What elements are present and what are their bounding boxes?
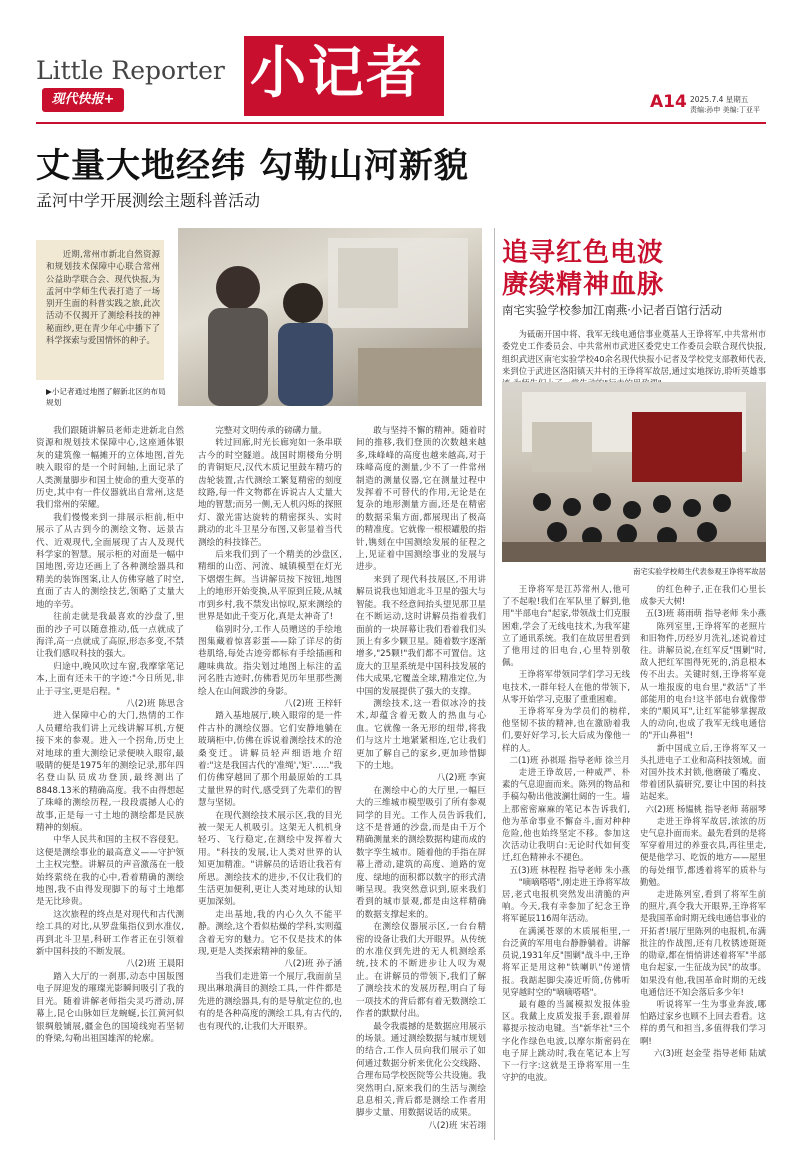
article1-column-3 (356, 425, 486, 1141)
editor-credit: 责编:孙申 美编:丁亚平 (690, 106, 760, 114)
author-byline: 八(2)班 宋若翊 (428, 1120, 486, 1131)
para: 踏入基地展厅,映入眼帘的是一件件古朴的测绘仪器。它们安静地躺在玻璃柜中,仿佛在诉说着测绘技术的沧桑变迁。讲解员轻声细语地介绍着:"这是我国古代的'准绳','矩'……"我们仿佛穿越回了那个用最原始的工具丈量世界的时代,感受到了先辈们的智慧与坚韧。 (198, 711, 342, 809)
para: 走进王诤将军故居,浓浓的历史气息扑面而来。最先看到的是将军穿着用过的养蚕衣具,再往里走,便是他学习、吃饭的地方——屋里的每处细节,都透着将军的质朴与勤勉。 (640, 815, 766, 887)
para: 转过回廊,时光长廊宛如一条串联古今的时空隧道。战国时期楼角分明的青铜矩尺,汉代木质记里鼓车精巧的齿轮装置,古代测绘工繁复精密的刻度纹路,每一件文物都在诉说古人丈量大地的智慧;而另一侧,无人机闪烁的探照灯、激光雷达旋转的精密探头、实时跳动的北斗卫星分布图,又彰显着当代测绘的科技锋芒。 (198, 438, 342, 548)
article2-column-1 (502, 583, 630, 1143)
author-byline: 二(1)班 孙祺瑶 指导老师 徐兰月 (509, 754, 630, 765)
para: 在测绘仪器展示区,一台台精密的设备让我们大开眼界。从传统的水准仪到先进的无人机测绘系统,技术的不断进步让人叹为观止。在讲解员的带领下,我们了解了测绘技术的发展历程,明白了每一项技术的背后都有着无数测绘工作者的默默付出。 (356, 922, 486, 1020)
issue-date: 2025.7.4 星期五 (690, 95, 749, 104)
residence-visit-illustration (502, 382, 766, 562)
para: 最有趣的当属模拟发报体验区。我戴上皮质发报手套,跟着屏幕提示按动电键。当"新华社"三个字化作绿色电波,以摩尔斯密码在电子屏上跳动时,我在笔记本上写下一行字:这就是王诤将军用一生守护的电波。 (502, 998, 630, 1083)
author-byline: 八(2)班 孙子涵 (284, 959, 342, 970)
article2-title-line1: 追寻红色电波 (502, 238, 665, 268)
header-title-text: 小记者 (250, 41, 424, 106)
para: 在测绘中心的大厅里,一幅巨大的三维城市模型吸引了所有参观同学的目光。工作人员告诉我们,这不是普通的沙盘,而是由千万个精确测量来的测绘数据构建而成的数字孪生城市。随着他的手指在屏幕上滑动,建筑的高度、道路的宽度、绿地的面积都以数字的形式清晰呈现。我突然意识到,原来我们看到的城市景观,都是由这样精确的数据支撑起来的。 (356, 785, 486, 920)
article2-title-line2: 赓续精神血脉 (502, 270, 665, 300)
para: 我们跟随讲解员老师走进新北自然资源和规划技术保障中心,这座通体银灰的建筑像一幅摊开的立体地图,首先映入眼帘的是一个时间轴,上面记录了人类测量脚步和国土使命的重大变革的历史,其中有一件仪器就出自常州,这是我们常州的荣耀。 (36, 426, 184, 511)
author-byline: 五(3)班 蒋雨萌 指导老师 朱小燕 (645, 608, 766, 619)
para: 王诤将军是江苏常州人,他可了不起啦!我们在军队里了解到,他用"半部电台"起家,带领战士们克服困难,学会了无线电技术,为我军建立了通讯系统。我们在故居里看到了他用过的旧电台,心里特别敬佩。 (502, 584, 630, 668)
author-byline: 六(2)班 杨韫桃 指导老师 蒋丽琴 (645, 803, 766, 814)
article2-subtitle: 南宅实验学校参加江南燕·小记者百馆行活动 (502, 303, 723, 317)
residence-visit-photo (502, 382, 766, 562)
article-title: 丈量大地经纬 勾勒山河新貌 (36, 146, 469, 186)
para: 的红色种子,正在我们心里长成参天大树! (640, 584, 766, 607)
para: 测绘技术,这一看似冰冷的技术,却蕴含着无数人的热血与心血。它就像一条无形的纽带,将我们与这片土地紧紧相连,它让我们更加了解自己的家乡,更加珍惜脚下的土地。 (356, 698, 486, 771)
photo-caption-2: 南宅实验学校师生代表参观王诤将军故居 (632, 567, 766, 576)
para: 敢与坚持不懈的精神。随着时间的推移,我们登顶的次数越来越多,珠峰峰的高度也越来越高,对于珠峰高度的测量,少不了一件常州制造的测量仪器,它在测量过程中发挥着不可替代的作用,无论是在复杂的地形测量方面,还是在精密的数据采集方面,都展现出了极高的精准度。它就像一根根罐般的指针,镌刻在中国测绘发展的征程之上,见证着中国测绘事业的发展与进步。 (356, 426, 486, 573)
para: 我们慢慢来到一排展示柜前,柜中展示了从古到今的测绘文物、远景古代、近观现代,全面展现了古人及现代科学家的智慧。展示柜的对面是一幅中国地图,旁边还画上了各种测绘器具和精美的装饰图案,让人仿佛穿越了时空,直面了古人的测绘技艺,领略了丈量大地的辛劳。 (36, 512, 184, 610)
para: 陈列室里,王诤将军的老照片和旧物件,历经岁月洗礼,述说着过往。讲解员说,在红军反"围剿"时,敌人把红军围得死死的,消息根本传不出去。关键时刻,王诤将军竟从一堆报废的电台里,"救活"了半部能用的电台!这半部电台就像带来的"顺风耳",让红军能够掌握敌人的动向,也成了我军无线电通信的"开山鼻祖"! (640, 620, 766, 741)
para: 王诤将军带领同学们学习无线电技术,一群年轻人在他的带领下,从零开始学习,克服了重重困难。 (502, 669, 630, 704)
para: 中华人民共和国的主权不容侵犯。这便是测绘事业的最高意义——守护领土主权完整。讲解员的声音激荡在一般始终萦绕在我的心中,看着精确的测绘地图,我不由得发现脚下的每寸土地都是无比珍贵。 (36, 835, 184, 908)
photo-caption: ▶小记者通过地图了解新北区的布局规划 (46, 387, 166, 407)
para: 当我们走进第一个展厅,我面前呈现出琳琅满目的测绘工具,一件件都是先进的测绘器具,有的是导航定位的,也有的是各种高度的测绘工具,有古代的,也有现代的,让我们大开眼界。 (198, 971, 342, 1032)
header-logo-badge: 现代快报+ (42, 88, 124, 112)
para: 往前走就是我最喜欢的沙盘了,里面的沙子可以随意推动,低一点就成了海洋,高一点就成了高原,形态多变,不禁让我们感叹科技的强大。 (36, 612, 184, 660)
para: 走进陈列室,看到了将军生前的照片,真令我大开眼界,王诤将军是我国革命时期无线电通信事业的开拓者!展厅里陈列的电报机,布满批注的作战图,还有几枚锈迹斑斑的勋章,都在悄悄讲述着将军"半部电台起家,一生征战为民"的故事。如果没有他,我国革命时期的无线电通信还不知会落后多少年! (640, 889, 766, 997)
para: 走出基地,我的内心久久不能平静。测绘,这个看似枯燥的学科,实则蕴含着无穷的魅力。它不仅是技术的体现,更是人类探索精神的象征。 (198, 909, 342, 958)
article1-column-1 (36, 425, 184, 1141)
para: 听说将军一生为事业奔波,哪怕路过家乡也顾不上回去看看。这样的勇气和担当,多值得我们学习啊! (640, 998, 766, 1046)
para: 这次旅程的终点是对现代和古代测绘工具的对比,从罗盘集指仪到水准仪,再到北斗卫星,科研工作者正在引领着新中国科技的不断发展。 (36, 909, 184, 958)
article1-column-2 (198, 425, 342, 1141)
author-byline: 八(2)班 王晨阳 (126, 959, 184, 970)
activity-photo-illustration (178, 228, 482, 406)
para: 在现代测绘技术展示区,我的目光被一架无人机吸引。这架无人机机身轻巧、飞行稳定,在测绘中发挥着大用。"科技的发展,让人类对世界的认知更加精准。"讲解员的话语让我若有所思。测绘技术的进步,不仅让我们的生活更加便利,更让人类对地球的认知更加深刻。 (198, 810, 342, 908)
author-byline: 六(3)班 赵金莹 指导老师 陆斌 (654, 1047, 766, 1058)
para: 后来我们到了一个精美的沙盘区,精细的山峦、河流、城镇模型在灯光下熠熠生辉。当讲解员按下按钮,地图上的地形开始变换,从平原到丘陵,从城市到乡村,我不禁发出惊叹,原来测绘的世界是如此千变万化,真是太神奇了! (198, 550, 342, 623)
author-byline: 八(2)班 王梓轩 (284, 698, 342, 709)
intro-text: 近期,常州市新北自然资源和规划技术保障中心联合常州公益助学联合会、现代快报,为孟河中学师生代表打造了一场别开生面的科普实践之旅,此次活动不仅揭开了测绘科技的神秘面纱,更在青少年心中播下了科学探索与爱国情怀的种子。 (46, 249, 160, 346)
author-byline: 八(2)班 李寅 (436, 773, 486, 784)
article2-column-2 (640, 583, 766, 1143)
para: 新中国成立后,王诤将军又一头扎进电子工业和高科技领域。面对国外技术封锁,他磨破了嘴皮、带着团队搞研究,要让中国的科技站起来。 (640, 742, 766, 802)
para: 最令我震撼的是数据应用展示的场景。通过测绘数据与城市规划的结合,工作人员向我们展示了如何通过数据分析来优化公交线路、合理布局学校医院等公共设施。我突然明白,原来我们的生活与测绘息息相关,背后都是测绘工作者用脚步丈量、用数据说话的成果。 (356, 1021, 486, 1119)
article2-intro: 为砥砺开国中将、我军无线电通信事业奠基人王诤将军,中共常州市委党史工作委员会、中共常州市武进区委党史工作委员会联合现代快报,组织武进区南宅实验学校40余名现代快报小记者及学校党支部教师代表,来到位于武进区洛阳镇天井村的王诤将军故居,通过实地探访,聆听英雄事 (502, 329, 766, 376)
para: 进入保障中心的大门,热情的工作人员耀给我们讲上元线讲解耳机,方便接下来的参观。进入一个拐角,历史上对地球的重大测绘记录便映入眼帘,最吸睛的便是1975年的测绘记录,那年四名登山队员成功登顶,最终测出了8848.13米的精确高度。我不由得想起了珠峰的测绘历程,一段段震撼人心的故事,正是每一寸土地的测绘都是民族精神的刻痕。 (36, 711, 184, 833)
page-number: A14 (650, 92, 687, 112)
para: 王诤将军身为学员们的榜样,他坚韧不拔的精神,也在激励着我们,要好好学习,长大后成为像他一样的人。 (502, 706, 630, 753)
para: 归途中,晚风吹过车窗,我摩挲笔记本,上面有还未干的字迹:"今日所见,非止于寻宝,更是启程。" (36, 661, 184, 697)
para: 临别时分,工作人员赠送的手绘地图集藏着惊喜彩蛋——除了详尽的街巷肌络,每处古迹旁都标有手绘插画和趣味典故。指尖划过地图上标注的孟河名胜古迹时,仿佛看见历年里那些测绘人在山间跋涉的身影。 (198, 624, 342, 697)
para: 踏入大厅的一刹那,动态中国版图电子屏迎发的璀璨光影瞬间吸引了我的目光。随着讲解老师指尖灵巧滑动,屏幕上,昆仑山脉如巨龙蜿蜒,长江黄河似银绸般铺展,疆金色的国境线宛若坚韧的脊梁,勾勒出祖国雄浑的轮廓。 (36, 971, 184, 1044)
para: 完整对文明传承的磅礴力量。 (215, 426, 327, 436)
header-logo-text: Little Reporter (36, 56, 225, 85)
author-byline: 五(3)班 林程程 指导老师 朱小燕 (509, 864, 630, 875)
article-subtitle: 孟河中学开展测绘主题科普活动 (36, 191, 261, 210)
header-rule (36, 122, 766, 124)
author-byline: 八(2)班 陈思含 (126, 698, 184, 709)
para: 走进王诤故居,一种威严、朴素的气息迎面而来。陈列的物品和手稿勾勒出他波澜壮阔的一生。墙上那密密麻麻的笔记本告诉我们,他为革命事业不懈奋斗,面对种种危险,他也始终坚定不移。参加这次活动让我明白:无论时代如何变迁,红色精神永不褪色。 (502, 767, 630, 863)
para: "嘀嘀嗒嗒",刚走进王诤将军故居,老式电报机突然发出清脆的声响。今天,我有幸参加了纪念王诤将军诞辰116周年活动。 (502, 876, 630, 924)
para: 来到了现代科技展区,不用讲解员说我也知道北斗卫星的强大与智能。我不经意间抬头望见那卫星在不断运动,这时讲解员指着我们面前的一块屏幕让我们看着我们头顶上有多少颗卫星。随着数字逐渐增多,"25颗!"我们都不可置信。这庞大的卫星系统是中国科技发展的伟大成果,它覆盖全球,精准定位,为中国的发展提供了强大的支撑。 (356, 574, 486, 697)
para: 在满溪苍翠的木质展柜里,一台泛黄的军用电台静静躺着。讲解员说,1931年反"围剿"战斗中,王诤将军正是用这种"铁喇叭"传递情报。我踮起脚尖凑近听筒,仿佛听见穿越时空的"嘀嘀嗒嗒"。 (502, 925, 630, 997)
column-divider (494, 228, 495, 1140)
activity-photo (178, 228, 482, 406)
